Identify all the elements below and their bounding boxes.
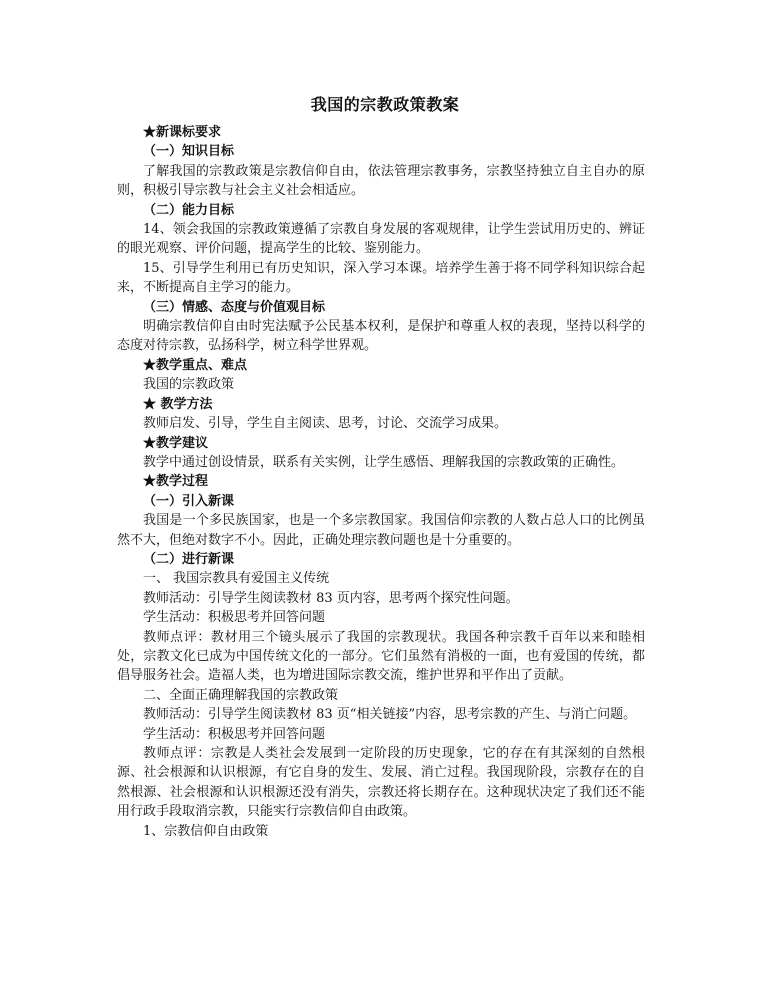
section-heading: ★ 教学方法 — [143, 396, 213, 412]
paragraph: 明确宗教信仰自由时宪法赋予公民基本权利，是保护和尊重人权的表现，坚持以科学的态度对待宗教，弘扬科学，树立科学世界观。 — [117, 319, 645, 354]
paragraph: 二、全面正确理解我国的宗教政策 — [143, 687, 339, 703]
paragraph: 教师活动：引导学生阅读教材 83 页“相关链接”内容，思考宗教的产生、与消亡问题。 — [143, 707, 637, 723]
paragraph: 教师启发、引导，学生自主阅读、思考，讨论、交流学习成果。 — [143, 416, 508, 432]
section-heading: ★教学建议 — [143, 435, 209, 451]
paragraph: 14、领会我国的宗教政策遵循了宗教自身发展的客观规律，让学生尝试用历史的、辨证的眼光观察、评价问题，提高学生的比较、鉴别能力。 — [117, 222, 645, 257]
section-heading: （二）进行新课 — [143, 551, 235, 567]
section-heading: ★教学重点、难点 — [143, 357, 248, 373]
paragraph: 15、引导学生利用已有历史知识，深入学习本课。培养学生善于将不同学科知识综合起来，不断提高自主学习的能力。 — [117, 260, 645, 296]
paragraph: 我国的宗教政策 — [143, 377, 235, 393]
section-heading: （二）能力目标 — [143, 202, 235, 218]
section-heading: ★新课标要求 — [143, 125, 222, 140]
paragraph: 学生活动：积极思考并回答问题 — [143, 610, 326, 626]
paragraph: 教师活动：引导学生阅读教材 83 页内容，思考两个探究性问题。 — [143, 590, 519, 606]
paragraph: 学生活动：积极思考并回答问题 — [143, 726, 326, 742]
document-body — [117, 123, 645, 841]
section-heading: ★教学过程 — [143, 474, 209, 490]
document-title: 我国的宗教政策教案 — [310, 95, 460, 114]
section-heading: （一）引入新课 — [143, 493, 235, 509]
paragraph: 教学中通过创设情景，联系有关实例，让学生感悟、理解我国的宗教政策的正确性。 — [143, 454, 625, 470]
section-heading: （一）知识目标 — [143, 144, 235, 160]
paragraph: 我国是一个多民族国家，也是一个多宗教国家。我国信仰宗教的人数占总人口的比例虽然不大，但绝对数字不小。因此，正确处理宗教问题也是十分重要的。 — [117, 513, 645, 548]
section-heading: （三）情感、态度与价值观目标 — [143, 299, 326, 315]
paragraph: 一、 我国宗教具有爱国主义传统 — [143, 571, 330, 587]
paragraph: 了解我国的宗教政策是宗教信仰自由，依法管理宗教事务，宗教坚持独立自主自办的原则，积极引导宗教与社会主义社会相适应。 — [117, 163, 645, 199]
paragraph: 教师点评：教材用三个镜头展示了我国的宗教现状。我国各种宗教千百年以来和睦相处，宗教文化已成为中国传统文化的一部分。它们虽然有消极的一面，也有爱国的传统，都倡导服务社会。造福人类，也为增进国际宗教交流，维护世界和平作出了贡献。 — [117, 629, 645, 684]
paragraph: 1、宗教信仰自由政策 — [143, 823, 269, 839]
paragraph: 教师点评：宗教是人类社会发展到一定阶段的历史现象，它的存在有其深刻的自然根源、社会根源和认识根源，有它自身的发生、发展、消亡过程。我国现阶段，宗教存在的自然根源、社会根源和认识根源还没有消失，宗教还将长期存在。这种现状决定了我们还不能用行政手段取消宗教，只能实行宗教信仰自由政策。 — [117, 746, 645, 820]
